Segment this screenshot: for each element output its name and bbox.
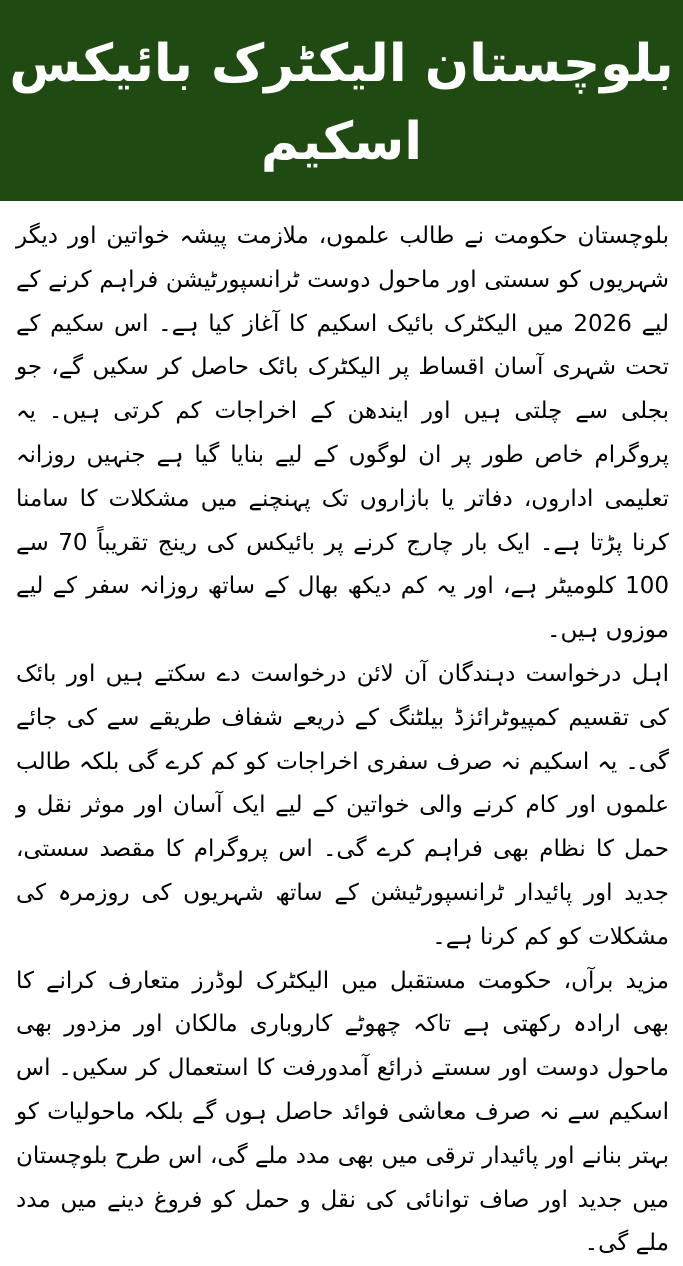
title-banner [0,0,683,201]
paragraph-future-plans: مزید برآں، حکومت مستقبل میں الیکٹرک لوڈرز متعارف کرانے کا بھی ارادہ رکھتی ہے تاکہ چھوٹے کاروباری مالکان اور مزدور بھی ماحول دوست اور سستے ذرائع آمدورفت کا استعمال کر سکیں۔ اس اسکیم سے نہ صرف معاشی فوائد حاصل ہوں گے بلکہ ماحولیات کو بہتر بنانے اور پائیدار ترقی میں بھی مدد ملے گی، اس طرح بلوچستان میں جدید اور صاف توانائی کی نقل و حمل کو فروغ دینے میں مدد ملے گی۔ [16,967,669,1257]
paragraph-intro: بلوچستان حکومت نے طالب علموں، ملازمت پیشہ خواتین اور دیگر شہریوں کو سستی اور ماحول دوست ٹرانسپورٹیشن فراہم کرنے کے لیے 2026 میں الیکٹرک بائیک اسکیم کا آغاز کیا ہے۔ اس سکیم کے تحت شہری آسان اقساط پر الیکٹرک بائک حاصل کر سکیں گے، جو بجلی سے چلتی ہیں اور ایندھن کے اخراجات کم کرتی ہیں۔ یہ پروگرام خاص طور پر ان لوگوں کے لیے بنایا گیا ہے جنہیں روزانہ تعلیمی اداروں، دفاتر یا بازاروں تک پہنچنے میں مشکلات کا سامنا کرنا پڑتا ہے۔ ایک بار چارج کرنے پر بائیکس کی رینج تقریباً 70 سے 100 کلومیٹر ہے، اور یہ کم دیکھ بھال کے ساتھ روزانہ سفر کے لیے موزوں ہیں۔ [16,223,669,644]
article-body [0,201,683,1266]
paragraph-application: اہل درخواست دہندگان آن لائن درخواست دے سکتے ہیں اور بائک کی تقسیم کمپیوٹرائزڈ بیلٹنگ کے ذریعے شفاف طریقے سے کی جائے گی۔ یہ اسکیم نہ صرف سفری اخراجات کو کم کرے گی بلکہ طالب علموں اور کام کرنے والی خواتین کے لیے ایک آسان اور موثر نقل و حمل کا نظام بھی فراہم کرے گی۔ اس پروگرام کا مقصد سستی، جدید اور پائیدار ٹرانسپورٹیشن کے ساتھ شہریوں کی روزمرہ کی مشکلات کو کم کرنا ہے۔ [16,660,669,950]
headline-line-2: اسکیم [260,111,423,172]
headline-line-1: بلوچستان الیکٹرک بائیکس [9,33,674,94]
